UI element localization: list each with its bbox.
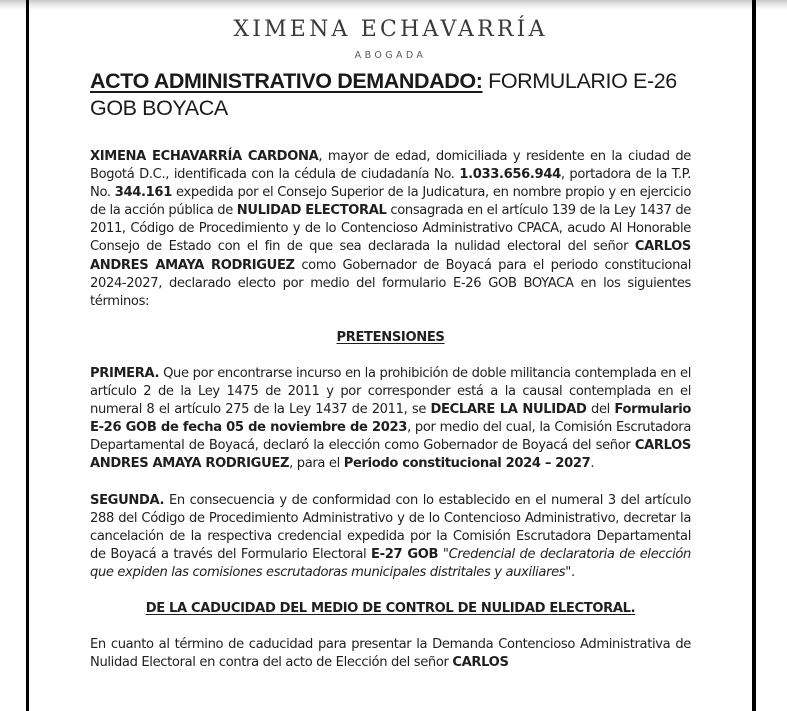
italic-text-run: Credencial de declaratoria de elección que expiden las comisiones escrutadoras municipales distritales y auxiliares [90,546,691,580]
caducidad-paragraph [90,636,691,672]
text-run: ". [565,564,575,580]
bold-text-run: PRIMERA. [90,365,160,381]
document-title-label: ACTO ADMINISTRATIVO DEMANDADO: [90,69,483,93]
text-run: del [586,402,615,418]
text-run: DE LA CADUCIDAD DEL MEDIO DE CONTROL DE NULIDAD ELECTORAL. [145,600,636,616]
bold-text-run: E-27 GOB [371,546,439,562]
bold-text-run: XIMENA ECHAVARRÍA CARDONA [90,149,319,164]
segunda-paragraph [90,492,691,582]
text-run: , mayor de edad, domiciliada y residente en la ciudad de Bogotá D.C., identificada con la cédula de ciudadanía No. [90,149,692,183]
bold-text-run: NULIDAD ELECTORAL [236,203,387,219]
page-border-left [26,0,29,711]
bold-text-run: 344.161 [114,185,172,201]
primera-paragraph [90,365,691,474]
intro-paragraph [90,148,691,311]
text-run: En cuanto al término de caducidad para presentar la Demanda Contencioso Administrativa de Nulidad Electoral en contra del acto de Elección del señor [90,637,691,671]
text-run: , para el [289,456,344,472]
bold-text-run: Formulario E-26 GOB de fecha 05 de noviembre de 2023 [90,402,691,436]
document-body [90,148,691,690]
text-run: como Gobernador de Boyacá para el periodo constitucional 2024-2027, declarado electo por medio del formulario E-26 GOB BOYACA en los siguientes términos: [90,257,691,309]
document-title-value: FORMULARIO E-26 GOB BOYACA [90,69,677,120]
text-run: . [590,456,595,472]
bold-text-run: CARLOS ANDRES AMAYA RODRIGUEZ [90,239,691,273]
caducidad-heading [90,600,691,618]
bold-text-run: SEGUNDA. [90,492,165,508]
letterhead-subtitle: ABOGADA [354,50,427,61]
text-run: , portadora de la T.P. No. [90,167,692,201]
bold-text-run: CARLOS ANDRES AMAYA RODRIGUEZ [90,438,691,472]
letterhead [29,16,752,62]
page-border-right [752,0,756,711]
text-run: En consecuencia y de conformidad con lo establecido en el numeral 3 del artículo 288 del Código de Procedimiento Administrativo y de lo Contencioso Administrativo, decretar la cancelación de la respectiva credencial expedida por la Comisión Escrutadora Departamental de Boyacá a través del Formulario Electoral [90,492,691,562]
bold-text-run: 1.033.656.944 [459,167,561,183]
text-run: PRETENSIONES [336,329,445,345]
text-run: expedida por el Consejo Superior de la Judicatura, en nombre propio y en ejercicio de la acción pública de [90,185,691,219]
bold-text-run: Periodo constitucional 2024 – 2027 [343,456,591,472]
bold-text-run: CARLOS [452,655,509,671]
text-run: , por medio del cual, la Comisión Escrutadora Departamental de Boyacá, declaró la elección como Gobernador de Boyacá del señor [90,420,691,454]
letterhead-name: XIMENA ECHAVARRÍA [233,17,548,42]
document-title [90,68,690,122]
bold-text-run: DECLARE LA NULIDAD [430,402,587,418]
text-run: consagrada en el artículo 139 de la Ley 1437 de 2011, Código de Procedimiento y de lo Contencioso Administrativo CPACA, acudo Al Honorable Consejo de Estado con el fin de que sea declarada la nulidad electoral del señor [90,203,691,255]
text-run: " [438,546,449,562]
window-top-shadow [0,0,787,10]
pretensiones-heading [90,329,691,347]
text-run: Que por encontrarse incurso en la prohibición de doble militancia contemplada en el artículo 2 de la Ley 1475 de 2011 y por corresponder está a la causal contemplada en el numeral 8 el artículo 275 de la Ley 1437 de 2011, se [90,365,691,418]
